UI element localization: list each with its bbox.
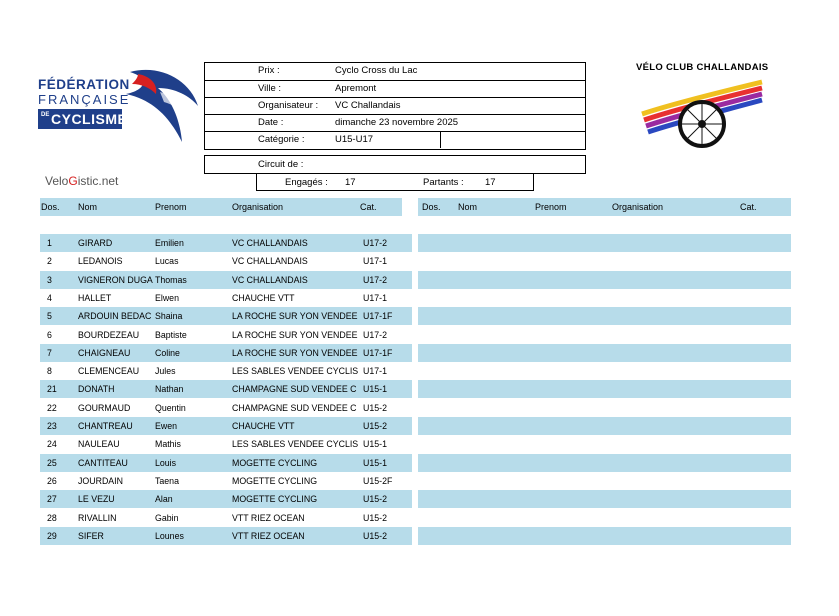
velogistic-highlight: G [68, 174, 78, 188]
rider-dos: 23 [47, 421, 57, 431]
rider-cat: U15-2 [363, 531, 387, 541]
rider-prenom: Lounes [155, 531, 184, 541]
table-row [40, 435, 412, 453]
table-row [40, 454, 412, 472]
rider-organisation: CHAMPAGNE SUD VENDEE C [232, 384, 357, 394]
date-label: Date : [258, 117, 284, 128]
table-row [40, 289, 412, 307]
ffc-swoosh-icon [120, 66, 202, 144]
ffc-logo-banner [38, 109, 128, 129]
rider-organisation: LA ROCHE SUR YON VENDEE [232, 348, 358, 358]
rider-dos: 26 [47, 476, 57, 486]
rider-organisation: VC CHALLANDAIS [232, 238, 308, 248]
rider-nom: LEDANOIS [78, 256, 123, 266]
empty-table-row [418, 234, 791, 252]
rider-prenom: Elwen [155, 293, 179, 303]
rider-nom: CHANTREAU [78, 421, 133, 431]
categorie-row [205, 131, 585, 148]
categorie-divider [440, 132, 441, 148]
right-table-header [418, 198, 791, 216]
rider-dos: 3 [47, 275, 52, 285]
rider-prenom: Louis [155, 458, 177, 468]
rider-nom: CLEMENCEAU [78, 366, 140, 376]
rider-dos: 4 [47, 293, 52, 303]
rider-prenom: Ewen [155, 421, 178, 431]
empty-table-row [418, 454, 791, 472]
rider-cat: U17-2 [363, 275, 387, 285]
rider-organisation: LES SABLES VENDEE CYCLIS [232, 439, 359, 449]
table-row [40, 307, 412, 325]
organisateur-value: VC Challandais [335, 100, 401, 111]
rider-dos: 27 [47, 494, 57, 504]
table-row [40, 234, 412, 252]
rider-organisation: LA ROCHE SUR YON VENDEE [232, 330, 358, 340]
ffc-logo-line3: CYCLISME [51, 111, 128, 127]
bicycle-wheel-icon [632, 74, 772, 154]
velogistic-suffix: istic.net [77, 174, 119, 188]
ville-label: Ville : [258, 83, 282, 94]
table-row [40, 344, 412, 362]
rider-nom: NAULEAU [78, 439, 120, 449]
date-row [205, 114, 585, 131]
rider-cat: U15-1 [363, 439, 387, 449]
rider-dos: 1 [47, 238, 52, 248]
ville-value: Apremont [335, 83, 377, 94]
rider-nom: BOURDEZEAU [78, 330, 140, 340]
prix-value: Cyclo Cross du Lac [335, 65, 418, 76]
col-nom: Nom [458, 202, 478, 212]
col-nom: Nom [78, 202, 98, 212]
rider-organisation: CHAMPAGNE SUD VENDEE C [232, 403, 357, 413]
empty-table-row [418, 271, 791, 289]
col-dos: Dos. [422, 202, 441, 212]
col-cat: Cat. [360, 202, 377, 212]
rider-cat: U17-2 [363, 238, 387, 248]
ffc-logo [38, 66, 203, 146]
rider-cat: U17-1F [363, 348, 393, 358]
table-row [40, 509, 412, 527]
rider-dos: 21 [47, 384, 57, 394]
rider-organisation: CHAUCHE VTT [232, 293, 295, 303]
circuit-box [204, 155, 586, 174]
table-row [40, 326, 412, 344]
rider-organisation: MOGETTE CYCLING [232, 458, 318, 468]
table-row [40, 417, 412, 435]
table-row [40, 399, 412, 417]
rider-cat: U17-1 [363, 256, 387, 266]
prix-row [205, 63, 585, 79]
rider-cat: U15-2 [363, 494, 387, 504]
empty-table-row [418, 344, 791, 362]
rider-dos: 28 [47, 513, 57, 523]
rider-prenom: Gabin [155, 513, 179, 523]
rider-cat: U17-1 [363, 293, 387, 303]
rider-organisation: MOGETTE CYCLING [232, 476, 318, 486]
rider-cat: U15-1 [363, 384, 387, 394]
rider-prenom: Quentin [155, 403, 186, 413]
col-organisation: Organisation [232, 202, 284, 212]
rider-dos: 29 [47, 531, 57, 541]
empty-table-row [418, 307, 791, 325]
rider-nom: CHAIGNEAU [78, 348, 131, 358]
ffc-logo-de: DE [41, 112, 50, 118]
table-row [40, 271, 412, 289]
velogistic-prefix: Velo [45, 174, 69, 188]
rider-dos: 2 [47, 256, 52, 266]
table-row [40, 362, 412, 380]
engages-value: 17 [345, 177, 356, 188]
empty-table-row [418, 380, 791, 398]
rider-prenom: Jules [155, 366, 176, 376]
rider-cat: U17-1 [363, 366, 387, 376]
ffc-logo-line1: FÉDÉRATION [38, 77, 130, 92]
table-row [40, 490, 412, 508]
rider-cat: U15-2 [363, 421, 387, 431]
rider-nom: RIVALLIN [78, 513, 117, 523]
rider-cat: U17-2 [363, 330, 387, 340]
rider-dos: 7 [47, 348, 52, 358]
counts-box [256, 173, 534, 191]
rider-organisation: LES SABLES VENDEE CYCLIS [232, 366, 359, 376]
rider-dos: 22 [47, 403, 57, 413]
rider-prenom: Shaina [155, 311, 183, 321]
organisateur-row [205, 97, 585, 114]
ville-row [205, 80, 585, 97]
rider-nom: GIRARD [78, 238, 113, 248]
rider-cat: U15-2 [363, 513, 387, 523]
rider-prenom: Thomas [155, 275, 187, 285]
organisateur-label: Organisateur : [258, 100, 319, 111]
rider-prenom: Nathan [155, 384, 184, 394]
rider-nom: DONATH [78, 384, 115, 394]
table-row [40, 252, 412, 270]
rider-cat: U15-2 [363, 403, 387, 413]
rider-organisation: CHAUCHE VTT [232, 421, 295, 431]
empty-table-row [418, 527, 791, 545]
velogistic-watermark [45, 174, 118, 188]
left-table-header [40, 198, 402, 216]
rider-prenom: Lucas [155, 256, 179, 266]
rider-nom: JOURDAIN [78, 476, 123, 486]
rider-organisation: LA ROCHE SUR YON VENDEE [232, 311, 358, 321]
empty-table-row [418, 490, 791, 508]
rider-organisation: VTT RIEZ OCEAN [232, 531, 305, 541]
col-cat: Cat. [740, 202, 757, 212]
engages-label: Engagés : [285, 177, 328, 188]
prix-label: Prix : [258, 65, 280, 76]
rider-prenom: Emilien [155, 238, 184, 248]
table-row [40, 527, 412, 545]
rider-dos: 24 [47, 439, 57, 449]
rider-dos: 5 [47, 311, 52, 321]
vcc-logo-title: VÉLO CLUB CHALLANDAIS [636, 62, 769, 73]
categorie-label: Catégorie : [258, 134, 305, 145]
date-value: dimanche 23 novembre 2025 [335, 117, 459, 128]
col-organisation: Organisation [612, 202, 664, 212]
rider-prenom: Coline [155, 348, 180, 358]
rider-prenom: Taena [155, 476, 179, 486]
rider-organisation: VC CHALLANDAIS [232, 275, 308, 285]
rider-nom: ARDOUIN BEDAC [78, 311, 152, 321]
categorie-value: U15-U17 [335, 134, 374, 145]
rider-nom: VIGNERON DUGA [78, 275, 153, 285]
ffc-logo-line2: FRANÇAISE [38, 92, 131, 107]
rider-cat: U17-1F [363, 311, 393, 321]
empty-table-row [418, 417, 791, 435]
rider-nom: HALLET [78, 293, 112, 303]
rider-dos: 25 [47, 458, 57, 468]
table-row [40, 472, 412, 490]
rider-dos: 6 [47, 330, 52, 340]
rider-cat: U15-2F [363, 476, 393, 486]
rider-nom: LE VEZU [78, 494, 115, 504]
rider-nom: GOURMAUD [78, 403, 131, 413]
rider-prenom: Baptiste [155, 330, 187, 340]
rider-prenom: Alan [155, 494, 173, 504]
rider-nom: CANTITEAU [78, 458, 128, 468]
rider-organisation: VTT RIEZ OCEAN [232, 513, 305, 523]
table-row [40, 380, 412, 398]
vcc-logo [632, 60, 772, 150]
col-dos: Dos. [41, 202, 60, 212]
col-prenom: Prenom [155, 202, 187, 212]
circuit-label: Circuit de : [258, 159, 304, 170]
rider-organisation: MOGETTE CYCLING [232, 494, 318, 504]
rider-organisation: VC CHALLANDAIS [232, 256, 308, 266]
rider-nom: SIFER [78, 531, 104, 541]
rider-prenom: Mathis [155, 439, 181, 449]
partants-label: Partants : [423, 177, 464, 188]
race-info-box [204, 62, 586, 150]
partants-value: 17 [485, 177, 496, 188]
rider-cat: U15-1 [363, 458, 387, 468]
col-prenom: Prenom [535, 202, 567, 212]
rider-dos: 8 [47, 366, 52, 376]
